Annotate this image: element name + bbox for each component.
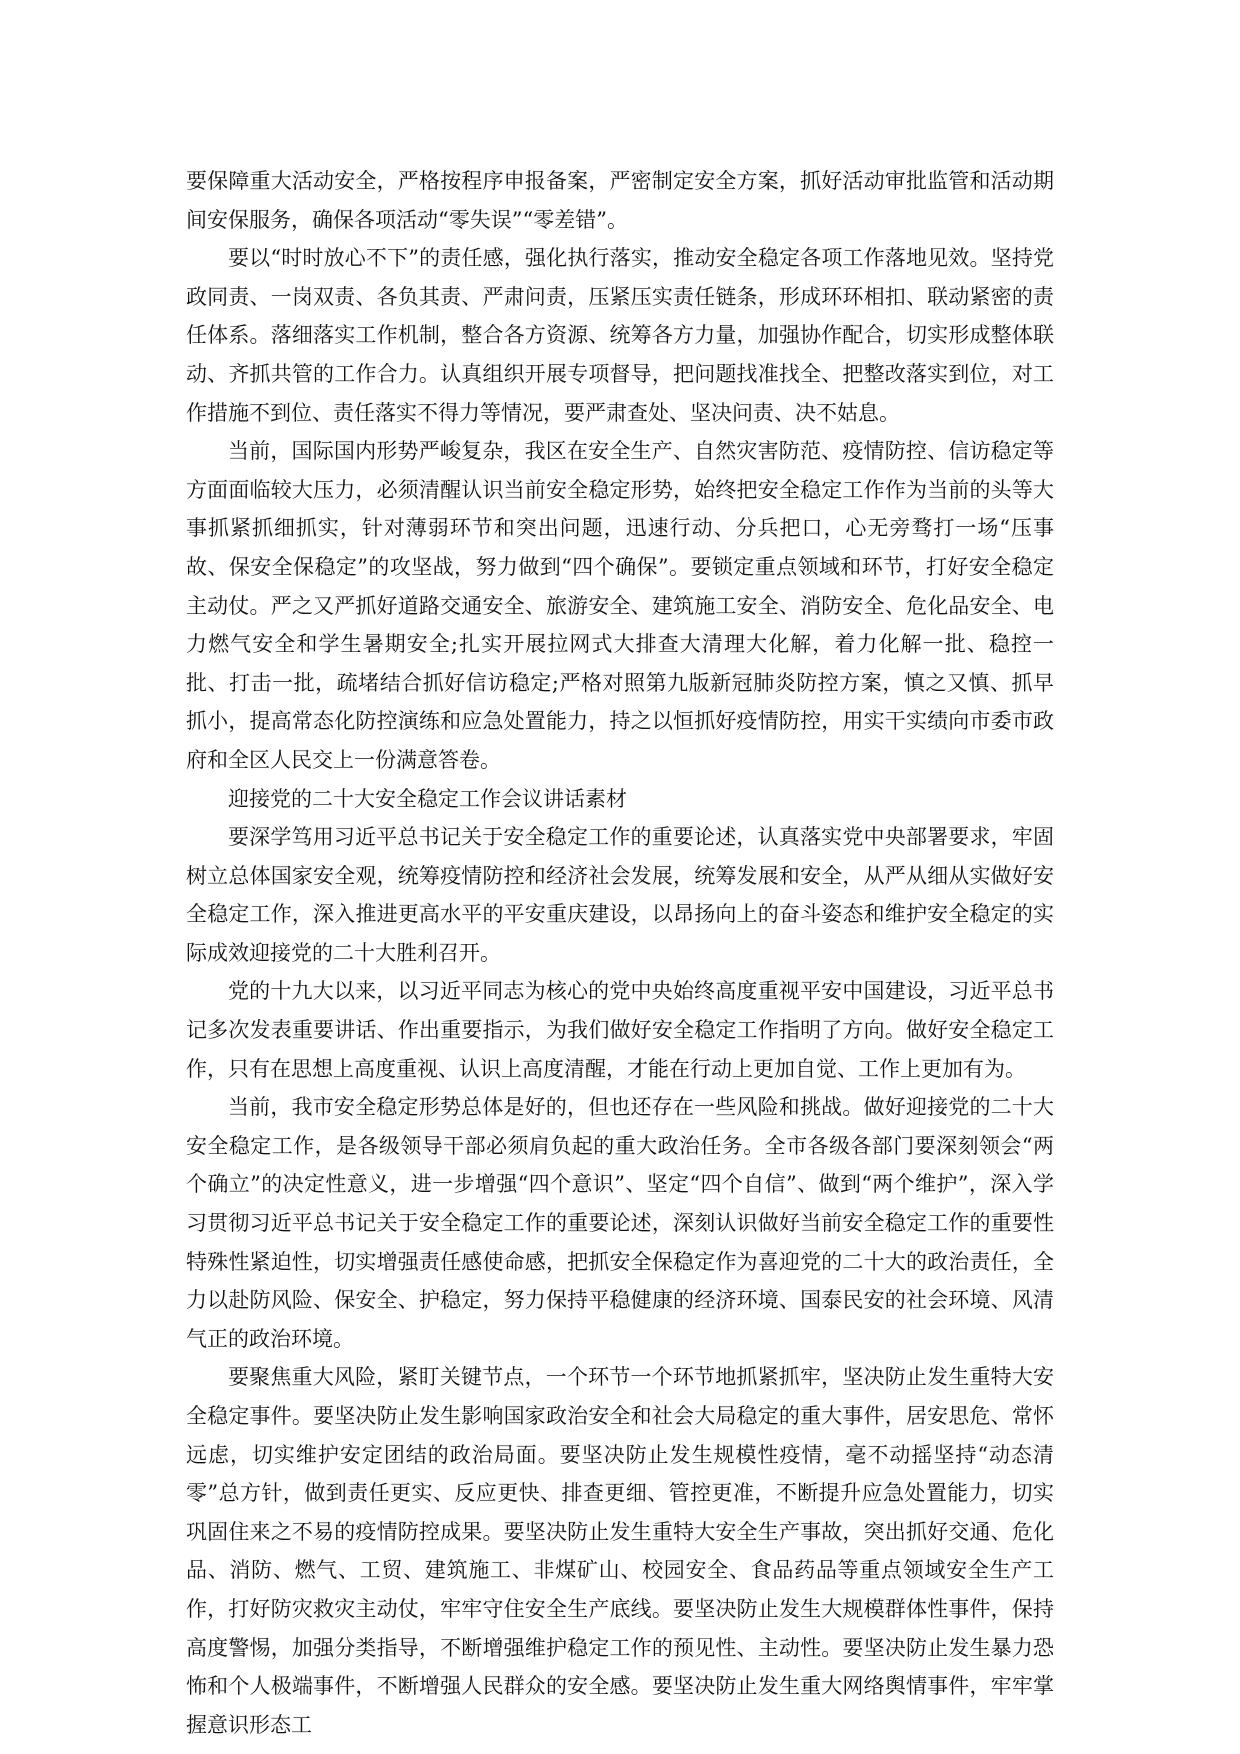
paragraph: 当前，我市安全稳定形势总体是好的，但也还存在一些风险和挑战。做好迎接党的二十大安全稳定工作，是各级领导干部必须肩负起的重大政治任务。全市各级各部门要深刻领会“两个确立”的决定性意义，进一步增强“四个意识”、坚定“四个自信”、做到“两个维护”，深入学习贯彻习近平总书记关于安全稳定工作的重要论述，深刻认识做好当前安全稳定工作的重要性特殊性紧迫性，切实增强责任感使命感，把抓安全保稳定作为喜迎党的二十大的政治责任，全力以赴防风险、保安全、护稳定，努力保持平稳健康的经济环境、国泰民安的社会环境、风清气正的政治环境。 <box>186 1095 1054 1351</box>
paragraph: 当前，国际国内形势严峻复杂，我区在安全生产、自然灾害防范、疫情防控、信访稳定等方面面临较大压力，必须清醒认识当前安全稳定形势，始终把安全稳定工作作为当前的头等大事抓紧抓细抓实，针对薄弱环节和突出问题，迅速行动、分兵把口，心无旁骛打一场“压事故、保安全保稳定”的攻坚战，努力做到“四个确保”。要锁定重点领域和环节，打好安全稳定主动仗。严之又严抓好道路交通安全、旅游安全、建筑施工安全、消防安全、危化品安全、电力燃气安全和学生暑期安全;扎实开展拉网式大排查大清理大化解，着力化解一批、稳控一批、打击一批，疏堵结合抓好信访稳定;严格对照第九版新冠肺炎防控方案，慎之又慎、抓早抓小，提高常态化防控演练和应急处置能力，持之以恒抓好疫情防控，用实干实绩向市委市政府和全区人民交上一份满意答卷。 <box>186 439 1054 772</box>
paragraph: 党的十九大以来，以习近平同志为核心的党中央始终高度重视平安中国建设，习近平总书记多次发表重要讲话、作出重要指示，为我们做好安全稳定工作指明了方向。做好安全稳定工作，只有在思想上高度重视、认识上高度清醒，才能在行动上更加自觉、工作上更加有为。 <box>186 979 1054 1081</box>
document-body <box>186 162 1054 1744</box>
section-heading: 迎接党的二十大安全稳定工作会议讲话素材 <box>228 786 627 811</box>
paragraph: 要深学笃用习近平总书记关于安全稳定工作的重要论述，认真落实党中央部署要求，牢固树立总体国家安全观，统筹疫情防控和经济社会发展，统筹发展和安全，从严从细从实做好安全稳定工作，深入推进更高水平的平安重庆建设，以昂扬向上的奋斗姿态和维护安全稳定的实际成效迎接党的二十大胜利召开。 <box>186 825 1054 965</box>
paragraph: 要聚焦重大风险，紧盯关键节点，一个环节一个环节地抓紧抓牢，坚决防止发生重特大安全稳定事件。要坚决防止发生影响国家政治安全和社会大局稳定的重大事件，居安思危、常怀远虑，切实维护安定团结的政治局面。要坚决防止发生规模性疫情，毫不动摇坚持“动态清零”总方针，做到责任更实、反应更快、排查更细、管控更准，不断提升应急处置能力，切实巩固住来之不易的疫情防控成果。要坚决防止发生重特大安全生产事故，突出抓好交通、危化品、消防、燃气、工贸、建筑施工、非煤矿山、校园安全、食品药品等重点领域安全生产工作，打好防灾救灾主动仗，牢牢守住安全生产底线。要坚决防止发生大规模群体性事件，保持高度警惕，加强分类指导，不断增强维护稳定工作的预见性、主动性。要坚决防止发生暴力恐怖和个人极端事件，不断增强人民群众的安全感。要坚决防止发生重大网络舆情事件，牢牢掌握意识形态工 <box>186 1365 1054 1737</box>
paragraph-continuation: 要保障重大活动安全，严格按程序申报备案，严密制定安全方案，抓好活动审批监管和活动期间安保服务，确保各项活动“零失误”“零差错”。 <box>186 169 1054 232</box>
paragraph: 要以“时时放心不下”的责任感，强化执行落实，推动安全稳定各项工作落地见效。坚持党政同责、一岗双责、各负其责、严肃问责，压紧压实责任链条，形成环环相扣、联动紧密的责任体系。落细落实工作机制，整合各方资源、统筹各方力量，加强协作配合，切实形成整体联动、齐抓共管的工作合力。认真组织开展专项督导，把问题找准找全、把整改落实到位，对工作措施不到位、责任落实不得力等情况，要严肃查处、坚决问责、决不姑息。 <box>186 246 1054 425</box>
